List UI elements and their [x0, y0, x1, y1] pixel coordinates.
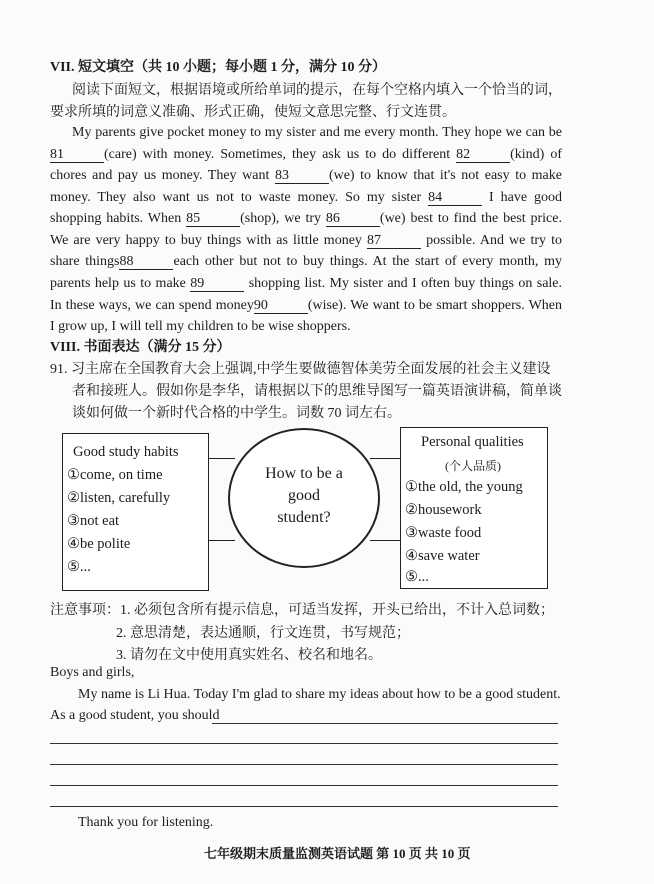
passage-text: shopping habits. When: [50, 211, 187, 226]
section-7-heading: VII. 短文填空（共 10 小题；每小题 1 分，满分 10 分）: [50, 60, 387, 75]
passage-text: (we) to know that it's not easy to make: [328, 168, 562, 183]
note-3: 3. 请勿在文中使用真实姓名、校名和地名。: [116, 648, 382, 663]
essay-opening: My name is Li Hua. Today I'm glad to share my ideas about how to be a good student.: [78, 687, 561, 702]
section-7-instructions-cont: 要求所填的词意义准确、形式正确，使短文意思完整、行文连贯。: [50, 105, 456, 120]
section-8-heading: VIII. 书面表达（满分 15 分）: [50, 340, 231, 355]
blank-85[interactable]: 85: [186, 212, 240, 227]
question-91-text: 91. 习主席在全国教育大会上强调,中学生要做德智体美劳全面发展的社会主义建设: [50, 362, 551, 377]
passage-text: share things: [50, 254, 120, 269]
passage-line: [50, 232, 562, 250]
blank-89[interactable]: 89: [190, 277, 244, 292]
passage-text: parents help us to make: [50, 276, 191, 291]
note-2: 2. 意思清楚，表达通顺，行文连贯，书写规范；: [116, 626, 410, 641]
passage-text: money. They also want us not to waste money. So my sister: [50, 190, 429, 205]
passage-line: [50, 210, 562, 228]
box-subtitle: (个人品质): [445, 459, 501, 473]
list-item: ④be polite: [67, 536, 131, 552]
passage-text: possible. And we try to: [421, 233, 563, 248]
passage-text: My parents give pocket money to my sister and me every month. They hope we can be: [72, 125, 562, 140]
list-item: ⑤...: [67, 559, 91, 575]
passage-text: (care) with money. Sometimes, they ask us to do different: [104, 147, 457, 162]
connector-line: [370, 458, 402, 459]
question-91-text-cont: 者和接班人。假如你是李华，请根据以下的思维导图写一篇英语演讲稿，简单谈: [72, 384, 562, 399]
passage-line: [50, 275, 562, 293]
passage-text: chores and pay us money. They want: [50, 168, 275, 183]
passage-line: [50, 253, 562, 271]
blank-90[interactable]: 90: [254, 299, 308, 314]
blank-88[interactable]: 88: [119, 255, 173, 270]
passage-line: [50, 146, 562, 164]
center-topic-text: How to be a: [265, 465, 343, 482]
essay-prompt: As a good student, you should: [50, 708, 220, 723]
box-title: Personal qualities: [421, 434, 524, 450]
note-1: 注意事项：1. 必须包含所有提示信息，可适当发挥，开头已给出，不计入总词数；: [50, 603, 554, 618]
passage-text: (wise). We want to be smart shoppers. When: [307, 298, 562, 313]
essay-greeting: Boys and girls,: [50, 665, 135, 680]
center-topic-text: good: [288, 487, 320, 504]
connector-line: [205, 458, 235, 459]
passage-line: [50, 297, 562, 315]
passage-text: We are very happy to buy things with as little money: [50, 233, 368, 248]
page-footer: 七年级期末质量监测英语试题 第 10 页 共 10 页: [204, 846, 471, 861]
passage-text: I have good: [482, 190, 562, 205]
list-item: ①the old, the young: [405, 479, 523, 495]
section-7-instructions: 阅读下面短文，根据语境或所给单词的提示，在每个空格内填入一个恰当的词，: [72, 83, 562, 98]
list-item: ③waste food: [405, 525, 482, 541]
list-item: ②housework: [405, 502, 482, 518]
center-topic-circle: [228, 428, 380, 568]
blank-81[interactable]: 81: [50, 148, 104, 163]
blank-87[interactable]: 87: [367, 234, 421, 249]
passage-line: [50, 318, 562, 336]
passage-line: [50, 124, 562, 142]
answer-line[interactable]: [50, 785, 558, 786]
blank-83[interactable]: 83: [275, 169, 329, 184]
passage-line: [50, 189, 562, 207]
list-item: ①come, on time: [67, 467, 163, 483]
blank-84[interactable]: 84: [428, 191, 482, 206]
passage-line: [50, 167, 562, 185]
list-item: ⑤...: [405, 569, 429, 585]
answer-line[interactable]: [50, 806, 558, 807]
answer-line[interactable]: [50, 743, 558, 744]
passage-text: (shop), we try: [240, 211, 326, 226]
blank-82[interactable]: 82: [456, 148, 510, 163]
blank-86[interactable]: 86: [326, 212, 380, 227]
list-item: ③not eat: [67, 513, 120, 529]
connector-line: [205, 540, 235, 541]
connector-line: [370, 540, 402, 541]
passage-text: (kind) of: [510, 147, 562, 162]
passage-text: each other but not to buy things. At the start of every month, my: [173, 254, 562, 269]
essay-closing: Thank you for listening.: [78, 815, 214, 830]
box-title: Good study habits: [73, 444, 179, 460]
answer-line[interactable]: [212, 723, 558, 724]
passage-text: In these ways, we can spend money: [50, 298, 254, 313]
passage-text: (we) best to find the best price.: [379, 211, 562, 226]
study-habits-box: [62, 433, 209, 591]
center-topic-text: student?: [277, 509, 331, 526]
list-item: ④save water: [405, 548, 480, 564]
passage-text: I grow up, I will tell my children to be wise shoppers.: [50, 319, 351, 334]
list-item: ②listen, carefully: [67, 490, 171, 506]
personal-qualities-box: [400, 427, 548, 589]
question-91-text-cont2: 谈如何做一个新时代合格的中学生。词数 70 词左右。: [72, 406, 401, 421]
answer-line[interactable]: [50, 764, 558, 765]
passage-text: shopping list. My sister and I often buy things on sale.: [244, 276, 563, 291]
